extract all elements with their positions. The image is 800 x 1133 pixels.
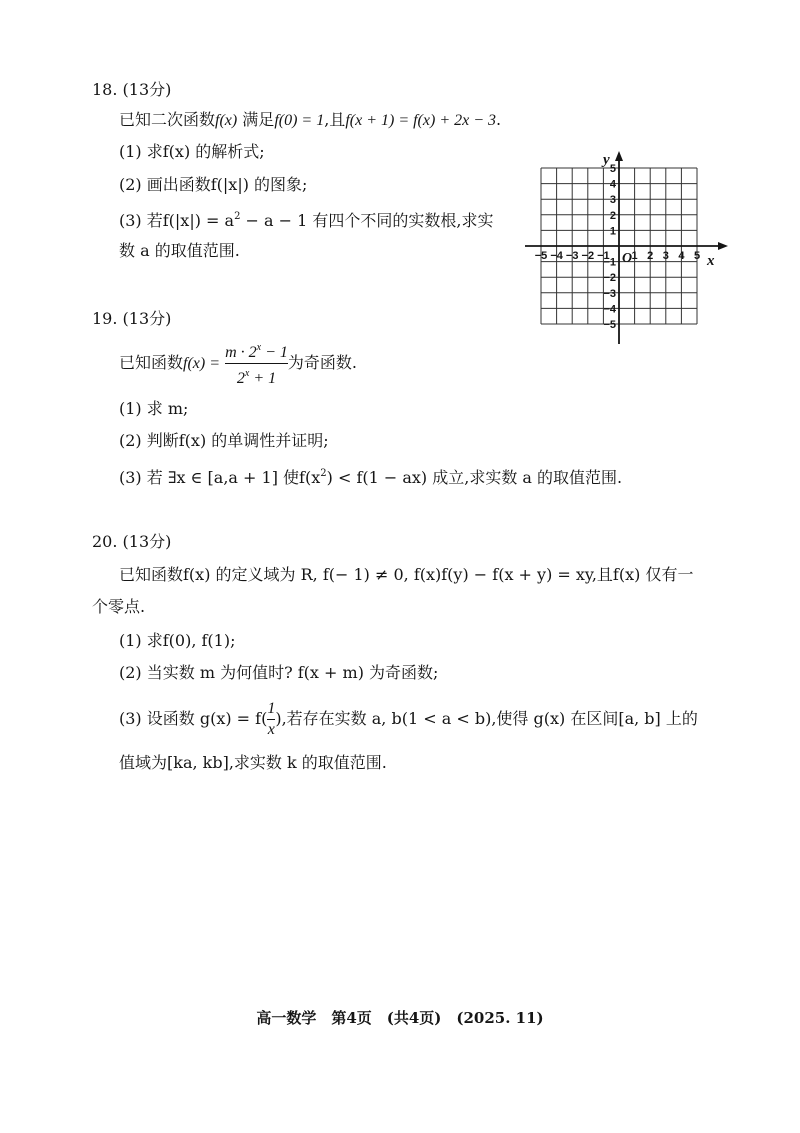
- y-tick-label: −4: [603, 303, 616, 316]
- q20-part1: (1) 求f(0), f(1);: [119, 631, 236, 650]
- q18-stem-prefix: 已知二次函数: [119, 110, 216, 129]
- q18-stem-mid1: 满足: [237, 110, 275, 129]
- x-tick-label: 1: [631, 250, 638, 262]
- q19-denominator: [225, 363, 288, 389]
- y-tick-labels: [603, 163, 616, 331]
- q18-part1: (1) 求f(x) 的解析式;: [119, 142, 265, 161]
- q19-numerator: [225, 338, 288, 363]
- q18-stem-mid2: ,且: [324, 110, 346, 129]
- q19-part3-sup: 2: [320, 468, 327, 479]
- q20-part2: (2) 当实数 m 为何值时? f(x + m) 为奇函数;: [119, 663, 439, 682]
- q19-part3: [119, 464, 622, 488]
- q20-stem-line1: 已知函数f(x) 的定义域为 R, f(− 1) ≠ 0, f(x)f(y) − f(x + y) = xy,且f(x) 仅有一: [119, 565, 694, 584]
- q20-part3-cont: 值域为[ka, kb],求实数 k 的取值范围.: [119, 753, 387, 772]
- q18-part2: (2) 画出函数f(|x|) 的图象;: [119, 175, 308, 194]
- q19-part3-b: ) < f(1 − ax) 成立,求实数 a 的取值范围.: [326, 468, 623, 487]
- y-tick-label: 5: [609, 163, 616, 175]
- x-axis-label: x: [707, 253, 715, 269]
- q19-den-b: + 1: [249, 370, 277, 387]
- page-footer: 高一数学 第4页 (共4页) (2025. 11): [256, 1009, 544, 1027]
- q19-fraction: [225, 338, 288, 389]
- y-tick-label: 1: [609, 225, 616, 238]
- origin-label: O: [622, 251, 633, 266]
- x-axis-arrow-icon: [718, 242, 728, 250]
- q19-den-sup: x: [244, 368, 250, 379]
- x-tick-label: −5: [534, 250, 548, 262]
- y-tick-label: 4: [609, 178, 616, 191]
- x-tick-labels: [535, 250, 700, 262]
- x-tick-label: 2: [647, 250, 654, 262]
- q20-header: 20. (13分): [92, 532, 172, 551]
- y-tick-label: −1: [603, 256, 616, 269]
- y-tick-label: 3: [609, 194, 616, 207]
- q20-denominator: x: [267, 721, 275, 738]
- y-axis-label: y: [603, 152, 610, 168]
- q19-header: 19. (13分): [92, 309, 172, 328]
- q19-f-of-x: f(x) =: [183, 355, 221, 372]
- q19-num-sup: x: [256, 342, 262, 353]
- q18-part3-a: (3) 若f(|x|) = a: [119, 211, 235, 230]
- y-tick-label: 2: [609, 209, 616, 222]
- q18-cond2: f(x + 1) = f(x) + 2x − 3: [345, 112, 497, 129]
- q18-part3-cont: 数 a 的取值范围.: [119, 241, 240, 260]
- q19-part3-a: (3) 若 ∃x ∈ [a,a + 1] 使f(x: [119, 468, 321, 487]
- x-tick-label: −4: [550, 250, 563, 262]
- q18-f-of-x: f(x): [215, 112, 238, 129]
- q18-stem-end: .: [496, 110, 502, 129]
- q19-stem-end: 为奇函数.: [287, 353, 358, 372]
- x-tick-label: 3: [662, 250, 669, 262]
- y-tick-label: −5: [603, 319, 616, 331]
- q19-stem-prefix: 已知函数: [119, 353, 184, 372]
- q19-part2: (2) 判断f(x) 的单调性并证明;: [119, 431, 329, 450]
- x-tick-label: 4: [678, 250, 685, 262]
- q19-part1: (1) 求 m;: [119, 399, 189, 418]
- q20-part3: [119, 697, 698, 741]
- y-tick-label: −3: [603, 287, 616, 300]
- q19-stem: [119, 338, 357, 389]
- q18-cond1: f(0) = 1: [274, 112, 325, 129]
- x-tick-label: 5: [693, 250, 701, 262]
- q19-num-b: − 1: [261, 344, 288, 361]
- q19-num-a: m · 2: [225, 344, 257, 361]
- x-tick-label: −1: [597, 250, 610, 262]
- q18-part3-sup: 2: [234, 211, 241, 222]
- y-tick-label: −2: [603, 272, 616, 285]
- q20-fraction: [267, 699, 275, 740]
- coordinate-grid: [521, 148, 731, 346]
- x-tick-label: −2: [581, 250, 595, 262]
- q20-stem-line2: 个零点.: [92, 597, 146, 616]
- q18-part3: [119, 207, 494, 231]
- q20-part3-b: ),若存在实数 a, b(1 < a < b),使得 g(x) 在区间[a, b] 上的: [275, 709, 698, 728]
- q20-numerator: 1: [267, 700, 276, 717]
- q19-den-a: 2: [236, 370, 245, 387]
- q20-part3-a: (3) 设函数 g(x) = f(: [119, 709, 268, 728]
- q18-header: 18. (13分): [92, 80, 172, 99]
- x-tick-label: −3: [565, 250, 579, 262]
- q18-part3-b: − a − 1 有四个不同的实数根,求实: [240, 211, 494, 230]
- q18-stem: [119, 110, 501, 131]
- y-axis-arrow-icon: [615, 151, 623, 161]
